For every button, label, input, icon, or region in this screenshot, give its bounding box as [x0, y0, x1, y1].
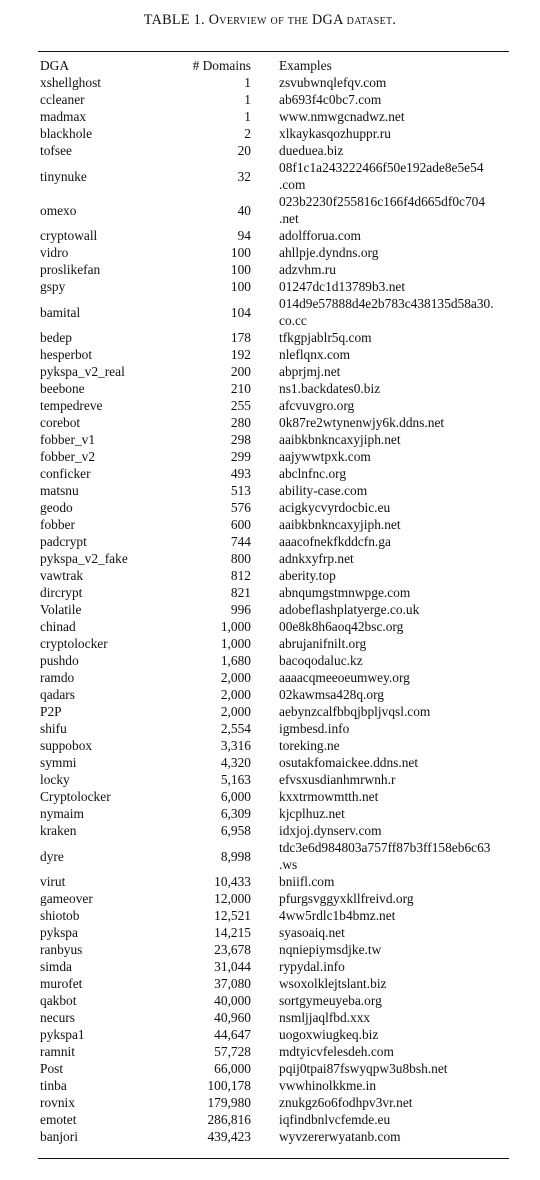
table-row	[40, 992, 511, 1009]
cell-domains: 1,680	[220, 653, 251, 668]
cell-example: ab693f4c0bc7.com	[279, 92, 382, 107]
table-header-row	[40, 57, 511, 74]
cell-domains: 493	[230, 466, 251, 481]
cell-domains: 6,309	[220, 806, 251, 821]
cell-dga: kraken	[40, 823, 77, 838]
cell-example: 0k87re2wtynenwjy6k.ddns.net	[279, 415, 445, 430]
cell-example: adobeflashplatyerge.co.uk	[279, 602, 420, 617]
cell-example: kjcplhuz.net	[279, 806, 345, 821]
cell-domains: 100	[230, 245, 251, 260]
table-body	[40, 74, 511, 1145]
cell-domains: 1,000	[220, 619, 251, 634]
cell-example: 4ww5rdlc1b4bmz.net	[279, 908, 396, 923]
table-row	[40, 1043, 511, 1060]
cell-domains: 439,423	[207, 1129, 251, 1144]
cell-dga: bamital	[40, 304, 81, 320]
cell-example: rypydal.info	[279, 959, 345, 974]
cell-domains: 286,816	[207, 1112, 251, 1127]
cell-example: 00e8k8h6aoq42bsc.org	[279, 619, 404, 634]
cell-example: kxxtrmowmtth.net	[279, 789, 379, 804]
cell-domains: 31,044	[214, 959, 251, 974]
table-row	[40, 516, 511, 533]
cell-dga: symmi	[40, 755, 77, 770]
cell-domains: 1	[244, 92, 251, 107]
cell-example: nleflqnx.com	[279, 347, 351, 362]
table-row	[40, 74, 511, 91]
cell-domains: 40,000	[214, 993, 251, 1008]
cell-domains: 100,178	[207, 1078, 251, 1093]
cell-domains: 40,960	[214, 1010, 251, 1025]
table-row	[40, 329, 511, 346]
table-row	[40, 448, 511, 465]
cell-dga: fobber_v1	[40, 432, 96, 447]
cell-dga: locky	[40, 772, 70, 787]
cell-dga: necurs	[40, 1010, 75, 1025]
cell-dga: vawtrak	[40, 568, 84, 583]
table-row	[40, 584, 511, 601]
cell-example: aaibkbnkncaxyjiph.net	[279, 517, 401, 532]
table-row	[40, 227, 511, 244]
cell-domains: 32	[237, 168, 251, 184]
table-row	[40, 941, 511, 958]
cell-dga: ccleaner	[40, 92, 85, 107]
cell-dga: dircrypt	[40, 585, 83, 600]
table-row	[40, 1026, 511, 1043]
table-row	[40, 533, 511, 550]
table-row	[40, 686, 511, 703]
cell-dga: pushdo	[40, 653, 79, 668]
cell-domains: 600	[230, 517, 251, 532]
cell-dga: gspy	[40, 279, 66, 294]
cell-example: adnkxyfrp.net	[279, 551, 354, 566]
table-row	[40, 414, 511, 431]
cell-dga: madmax	[40, 109, 87, 124]
cell-example: dueduea.biz	[279, 143, 344, 158]
cell-domains: 280	[230, 415, 251, 430]
cell-dga: proslikefan	[40, 262, 101, 277]
table-row	[40, 890, 511, 907]
cell-domains: 179,980	[207, 1095, 251, 1110]
cell-dga: simda	[40, 959, 72, 974]
cell-example: iqfindbnlvcfemde.eu	[279, 1112, 391, 1127]
cell-dga: conficker	[40, 466, 91, 481]
cell-domains: 192	[230, 347, 251, 362]
table-row	[40, 975, 511, 992]
cell-example: afcvuvgro.org	[279, 398, 355, 413]
cell-example: aaibkbnkncaxyjiph.net	[279, 432, 401, 447]
cell-dga: padcrypt	[40, 534, 87, 549]
cell-dga: cryptowall	[40, 228, 98, 243]
cell-domains: 2,000	[220, 687, 251, 702]
cell-dga: rovnix	[40, 1095, 75, 1110]
table-row	[40, 499, 511, 516]
cell-dga: beebone	[40, 381, 85, 396]
table-row	[40, 720, 511, 737]
cell-domains: 178	[230, 330, 251, 345]
cell-dga: Post	[40, 1061, 64, 1076]
table-bottom-rule	[38, 1158, 509, 1159]
cell-example: igmbesd.info	[279, 721, 350, 736]
table-row	[40, 669, 511, 686]
table-top-rule	[38, 51, 509, 52]
cell-domains: 12,521	[214, 908, 251, 923]
cell-example: nsmljjaqlfbd.xxx	[279, 1010, 371, 1025]
table-row	[40, 380, 511, 397]
cell-dga: xshellghost	[40, 75, 102, 90]
cell-domains: 37,080	[214, 976, 251, 991]
cell-example: znukgz6o6fodhpv3vr.net	[279, 1095, 413, 1110]
cell-domains: 20	[237, 143, 251, 158]
cell-example: wsoxolklejtslant.biz	[279, 976, 387, 991]
cell-example: xlkaykasqozhuppr.ru	[279, 126, 391, 141]
table-row	[40, 261, 511, 278]
cell-example: tdc3e6d984803a757ff87b3ff158eb6c63 .ws	[279, 840, 491, 872]
table-row	[40, 618, 511, 635]
table-row	[40, 346, 511, 363]
cell-example: wyvzererwyatanb.com	[279, 1129, 401, 1144]
table-row	[40, 788, 511, 805]
table-row	[40, 635, 511, 652]
cell-dga: dyre	[40, 848, 64, 864]
cell-domains: 255	[230, 398, 251, 413]
cell-example: mdtyicvfelesdeh.com	[279, 1044, 394, 1059]
cell-example: uogoxwiugkeq.biz	[279, 1027, 379, 1042]
table-row	[40, 397, 511, 414]
cell-domains: 299	[230, 449, 251, 464]
table-row	[40, 1094, 511, 1111]
cell-dga: banjori	[40, 1129, 78, 1144]
cell-example: aaaacqmeeoeumwey.org	[279, 670, 410, 685]
cell-example: aajywwtpxk.com	[279, 449, 371, 464]
cell-example: ns1.backdates0.biz	[279, 381, 381, 396]
table-row	[40, 125, 511, 142]
cell-example: toreking.ne	[279, 738, 340, 753]
cell-dga: matsnu	[40, 483, 79, 498]
table-row	[40, 159, 511, 193]
cell-example: 014d9e57888d4e2b783c438135d58a30. co.cc	[279, 296, 494, 328]
cell-example: bniifl.com	[279, 874, 335, 889]
cell-dga: tempedreve	[40, 398, 103, 413]
cell-domains: 4,320	[220, 755, 251, 770]
cell-domains: 513	[230, 483, 251, 498]
cell-dga: geodo	[40, 500, 73, 515]
cell-example: abrujanifnilt.org	[279, 636, 367, 651]
table-row	[40, 193, 511, 227]
cell-dga: suppobox	[40, 738, 93, 753]
table-row	[40, 924, 511, 941]
cell-dga: fobber	[40, 517, 75, 532]
cell-dga: virut	[40, 874, 66, 889]
header-domains: # Domains	[192, 58, 251, 73]
cell-example: vwwhinolkkme.in	[279, 1078, 377, 1093]
cell-domains: 2,554	[220, 721, 251, 736]
cell-domains: 2	[244, 126, 251, 141]
cell-example: efvsxusdianhmrwnh.r	[279, 772, 396, 787]
cell-domains: 8,998	[220, 848, 251, 864]
cell-dga: blackhole	[40, 126, 93, 141]
cell-dga: fobber_v2	[40, 449, 96, 464]
table-row	[40, 907, 511, 924]
cell-example: 01247dc1d13789b3.net	[279, 279, 406, 294]
cell-domains: 57,728	[214, 1044, 251, 1059]
cell-dga: pykspa_v2_real	[40, 364, 125, 379]
cell-domains: 5,163	[220, 772, 251, 787]
table-row	[40, 431, 511, 448]
cell-example: bacoqodaluc.kz	[279, 653, 363, 668]
cell-domains: 94	[237, 228, 251, 243]
cell-example: pfurgsvggyxkllfreivd.org	[279, 891, 414, 906]
cell-domains: 210	[230, 381, 251, 396]
cell-domains: 744	[230, 534, 251, 549]
cell-example: aebynzcalfbbqjbpljvqsl.com	[279, 704, 431, 719]
cell-domains: 104	[230, 304, 251, 320]
cell-example: adolfforua.com	[279, 228, 361, 243]
cell-example: ability-case.com	[279, 483, 368, 498]
cell-example: acigkycvyrdocbic.eu	[279, 500, 391, 515]
cell-example: aaacofnekfkddcfn.ga	[279, 534, 391, 549]
cell-domains: 1,000	[220, 636, 251, 651]
cell-domains: 66,000	[214, 1061, 251, 1076]
table-row	[40, 465, 511, 482]
table-caption	[0, 12, 540, 29]
cell-dga: tinba	[40, 1078, 67, 1093]
cell-example: adzvhm.ru	[279, 262, 336, 277]
cell-dga: qakbot	[40, 993, 77, 1008]
cell-domains: 14,215	[214, 925, 251, 940]
table-row	[40, 771, 511, 788]
cell-domains: 23,678	[214, 942, 251, 957]
table-row	[40, 958, 511, 975]
cell-dga: ramnit	[40, 1044, 75, 1059]
cell-example: pqij0tpai87fswyqpw3u8bsh.net	[279, 1061, 448, 1076]
table-row	[40, 737, 511, 754]
cell-domains: 1	[244, 109, 251, 124]
cell-example: 08f1c1a243222466f50e192ade8e5e54 .com	[279, 160, 484, 192]
header-examples: Examples	[279, 58, 332, 73]
cell-domains: 2,000	[220, 670, 251, 685]
cell-example: syasoaiq.net	[279, 925, 345, 940]
table-row	[40, 278, 511, 295]
cell-example: 023b2230f255816c166f4d665df0c704 .net	[279, 194, 486, 226]
cell-dga: nymaim	[40, 806, 84, 821]
cell-domains: 10,433	[214, 874, 251, 889]
cell-domains: 298	[230, 432, 251, 447]
cell-dga: ranbyus	[40, 942, 83, 957]
cell-dga: ramdo	[40, 670, 75, 685]
header-dga: DGA	[40, 58, 70, 73]
table-row	[40, 363, 511, 380]
table-row	[40, 1060, 511, 1077]
cell-dga: Volatile	[40, 602, 82, 617]
cell-dga: cryptolocker	[40, 636, 108, 651]
cell-domains: 3,316	[220, 738, 251, 753]
dga-table	[40, 57, 511, 1145]
cell-dga: omexo	[40, 202, 77, 218]
table-row	[40, 142, 511, 159]
table-row	[40, 295, 511, 329]
table-row	[40, 873, 511, 890]
cell-domains: 2,000	[220, 704, 251, 719]
cell-example: abnqumgstmnwpge.com	[279, 585, 411, 600]
cell-example: ahllpje.dyndns.org	[279, 245, 379, 260]
table-row	[40, 244, 511, 261]
cell-dga: hesperbot	[40, 347, 93, 362]
table-caption-label: TABLE 1.	[143, 12, 205, 28]
cell-dga: bedep	[40, 330, 72, 345]
table-row	[40, 550, 511, 567]
cell-domains: 800	[230, 551, 251, 566]
cell-example: abprjmj.net	[279, 364, 341, 379]
cell-domains: 44,647	[214, 1027, 251, 1042]
cell-dga: pykspa1	[40, 1027, 85, 1042]
cell-dga: corebot	[40, 415, 81, 430]
table-row	[40, 839, 511, 873]
table-row	[40, 601, 511, 618]
table-row	[40, 703, 511, 720]
cell-dga: chinad	[40, 619, 76, 634]
cell-dga: tinynuke	[40, 168, 87, 184]
cell-domains: 996	[230, 602, 251, 617]
table-row	[40, 91, 511, 108]
cell-dga: gameover	[40, 891, 93, 906]
cell-example: idxjoj.dynserv.com	[279, 823, 382, 838]
cell-domains: 40	[237, 202, 251, 218]
cell-dga: murofet	[40, 976, 83, 991]
cell-dga: shiotob	[40, 908, 80, 923]
table-caption-text: Overview of the DGA dataset.	[208, 12, 397, 28]
table-row	[40, 1111, 511, 1128]
cell-example: nqniepiymsdjke.tw	[279, 942, 382, 957]
table-row	[40, 1077, 511, 1094]
cell-example: tfkgpjablr5q.com	[279, 330, 372, 345]
cell-dga: pykspa	[40, 925, 78, 940]
table-row	[40, 567, 511, 584]
cell-example: www.nmwgcnadwz.net	[279, 109, 405, 124]
cell-domains: 576	[230, 500, 251, 515]
cell-example: sortgymeuyeba.org	[279, 993, 382, 1008]
cell-example: 02kawmsa428q.org	[279, 687, 385, 702]
cell-dga: Cryptolocker	[40, 789, 111, 804]
cell-dga: pykspa_v2_fake	[40, 551, 128, 566]
cell-example: osutakfomaickee.ddns.net	[279, 755, 419, 770]
table-row	[40, 805, 511, 822]
cell-example: abclnfnc.org	[279, 466, 347, 481]
cell-domains: 100	[230, 262, 251, 277]
cell-dga: qadars	[40, 687, 75, 702]
cell-dga: shifu	[40, 721, 67, 736]
cell-domains: 821	[230, 585, 251, 600]
table-row	[40, 1128, 511, 1145]
cell-domains: 6,000	[220, 789, 251, 804]
cell-dga: vidro	[40, 245, 69, 260]
cell-domains: 6,958	[220, 823, 251, 838]
table-row	[40, 754, 511, 771]
cell-domains: 12,000	[214, 891, 251, 906]
cell-domains: 200	[230, 364, 251, 379]
cell-dga: emotet	[40, 1112, 77, 1127]
cell-domains: 812	[230, 568, 251, 583]
cell-dga: tofsee	[40, 143, 72, 158]
cell-example: zsvubwnqlefqv.com	[279, 75, 387, 90]
table-row	[40, 482, 511, 499]
cell-domains: 1	[244, 75, 251, 90]
table-row	[40, 1009, 511, 1026]
cell-dga: P2P	[40, 704, 62, 719]
cell-example: aberity.top	[279, 568, 336, 583]
table-row	[40, 652, 511, 669]
cell-domains: 100	[230, 279, 251, 294]
table-row	[40, 822, 511, 839]
table-row	[40, 108, 511, 125]
